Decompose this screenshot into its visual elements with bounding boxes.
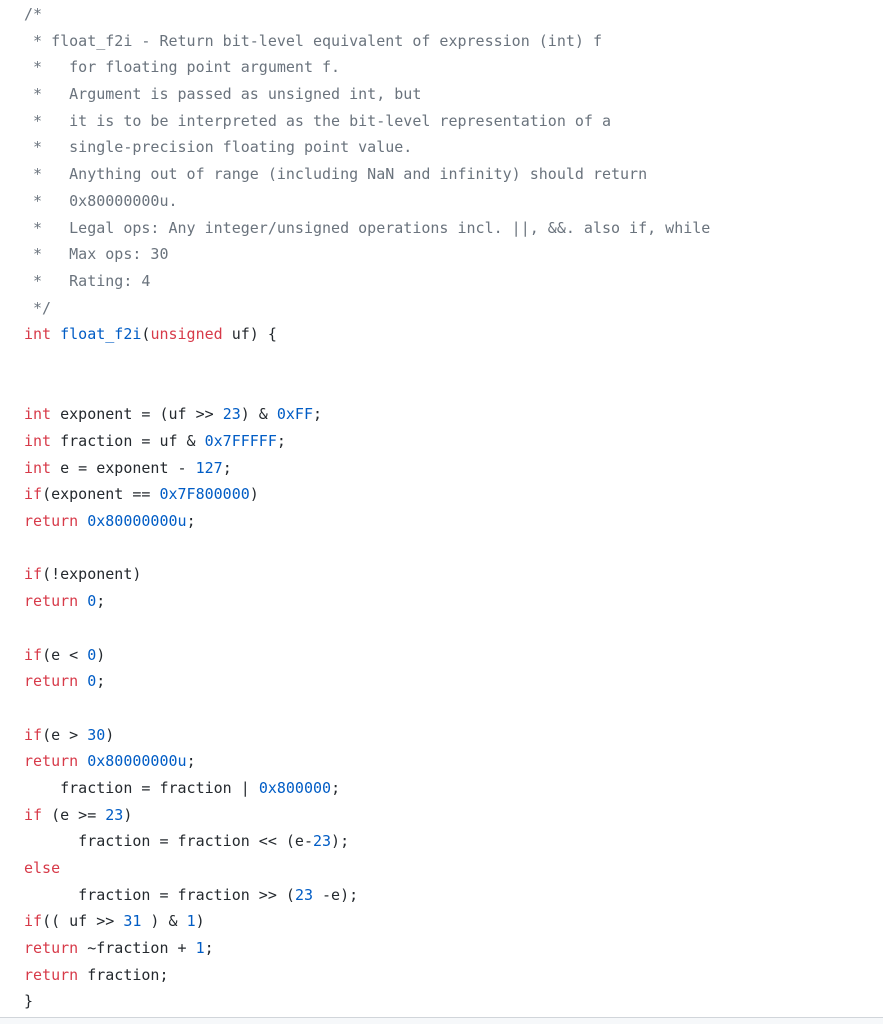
keyword-token: if xyxy=(24,725,43,744)
code-line xyxy=(24,935,879,962)
code-line xyxy=(24,401,879,428)
code-line xyxy=(24,802,879,829)
code-line xyxy=(24,321,879,348)
code-line xyxy=(24,241,879,268)
code-token: uf) { xyxy=(222,325,277,344)
code-line xyxy=(24,882,879,909)
code-line xyxy=(24,54,879,81)
code-line xyxy=(24,134,879,161)
number-token: 30 xyxy=(87,725,106,744)
code-token: fraction = fraction << (e- xyxy=(24,832,313,851)
code-token: exponent = (uf >> xyxy=(51,405,223,424)
code-token xyxy=(78,752,87,770)
number-token: 1 xyxy=(195,939,205,958)
comment-token: * float_f2i - Return bit-level equivalent of expression (int) f xyxy=(24,31,602,50)
code-block xyxy=(24,1,879,1015)
code-token: ) xyxy=(105,725,115,744)
code-line xyxy=(24,28,879,55)
code-token: ; xyxy=(186,512,196,531)
number-token: 23 xyxy=(222,405,241,424)
code-line xyxy=(24,908,879,935)
code-token: fraction = fraction >> ( xyxy=(24,885,295,904)
code-line xyxy=(24,828,879,855)
code-token: ~fraction + xyxy=(78,939,196,958)
keyword-token: int xyxy=(24,458,52,477)
number-token: 23 xyxy=(105,805,124,824)
code-token: } xyxy=(24,992,34,1011)
code-line xyxy=(24,481,879,508)
keyword-token: else xyxy=(24,859,61,877)
code-line xyxy=(24,642,879,669)
code-token: ) & xyxy=(141,912,187,931)
code-token xyxy=(78,512,87,530)
number-token: 0x800000 xyxy=(258,778,332,797)
code-token: ) xyxy=(123,805,133,824)
keyword-token: unsigned xyxy=(150,325,223,344)
code-line xyxy=(24,295,879,322)
number-token: 1 xyxy=(186,912,196,931)
code-token: ; xyxy=(186,752,196,771)
number-token: 23 xyxy=(294,885,313,904)
number-token: 0x80000000u xyxy=(87,752,187,771)
keyword-token: return xyxy=(24,752,79,771)
comment-token: * Legal ops: Any integer/unsigned operations incl. ||, &&. also if, while xyxy=(24,218,711,237)
number-token: 0x7FFFFF xyxy=(204,432,277,450)
keyword-token: return xyxy=(24,965,79,984)
keyword-token: return xyxy=(24,512,79,531)
code-token: (( uf >> xyxy=(42,912,124,931)
code-line xyxy=(24,428,879,455)
code-line xyxy=(24,215,879,242)
code-token: fraction = uf & xyxy=(51,432,205,450)
code-token: fraction = fraction | xyxy=(24,778,259,797)
code-token: ; xyxy=(331,778,341,797)
code-token: ) & xyxy=(240,405,277,424)
code-line xyxy=(24,81,879,108)
code-token xyxy=(78,672,87,690)
code-token: ); xyxy=(331,832,350,851)
code-token: ; xyxy=(96,592,106,611)
code-token: (!exponent) xyxy=(42,565,142,584)
code-token xyxy=(51,325,60,343)
keyword-token: int xyxy=(24,325,52,344)
code-token: -e); xyxy=(313,885,359,904)
code-line xyxy=(24,375,879,402)
number-token: 127 xyxy=(195,458,223,477)
code-token: ; xyxy=(313,405,323,424)
code-line xyxy=(24,748,879,775)
function-name-token: float_f2i xyxy=(60,325,142,344)
comment-token: /* xyxy=(24,5,43,23)
code-token: e = exponent - xyxy=(51,458,196,477)
code-token: ; xyxy=(204,939,214,958)
code-token: ; xyxy=(276,432,286,450)
code-line xyxy=(24,188,879,215)
number-token: 0x80000000u xyxy=(87,512,187,531)
code-line xyxy=(24,561,879,588)
number-token: 23 xyxy=(312,832,332,851)
keyword-token: if xyxy=(24,912,43,931)
number-token: 0 xyxy=(87,592,97,611)
keyword-token: return xyxy=(24,592,79,611)
code-token: ; xyxy=(222,458,232,477)
code-line xyxy=(24,775,879,802)
number-token: 0 xyxy=(87,645,97,664)
code-line xyxy=(24,668,879,695)
comment-token: * it is to be interpreted as the bit-level representation of a xyxy=(24,111,611,130)
code-token: ; xyxy=(96,672,106,691)
code-line xyxy=(24,455,879,482)
keyword-token: if xyxy=(24,805,43,824)
code-line xyxy=(24,348,879,375)
code-token: ) xyxy=(195,912,205,931)
code-line xyxy=(24,615,879,642)
code-token xyxy=(78,592,87,610)
comment-token: */ xyxy=(24,298,52,317)
code-token: ) xyxy=(249,485,259,504)
code-token: (e > xyxy=(42,725,88,744)
code-line xyxy=(24,988,879,1015)
code-line xyxy=(24,508,879,535)
comment-token: * Rating: 4 xyxy=(24,271,151,290)
code-line xyxy=(24,855,879,882)
number-token: 0 xyxy=(87,672,97,691)
code-token: fraction; xyxy=(78,965,169,984)
code-token: (e < xyxy=(42,645,88,664)
keyword-token: if xyxy=(24,485,43,504)
keyword-token: if xyxy=(24,565,43,584)
number-token: 0x7F800000 xyxy=(159,485,250,504)
code-line xyxy=(24,695,879,722)
comment-token: * single-precision floating point value. xyxy=(24,138,413,157)
code-token: (exponent == xyxy=(42,485,160,504)
code-line xyxy=(24,268,879,295)
keyword-token: return xyxy=(24,672,79,691)
code-token: (e >= xyxy=(42,805,106,824)
comment-token: * Max ops: 30 xyxy=(24,245,169,264)
keyword-token: if xyxy=(24,645,43,664)
code-line xyxy=(24,161,879,188)
code-line xyxy=(24,962,879,989)
code-line xyxy=(24,588,879,615)
keyword-token: return xyxy=(24,939,79,958)
number-token: 0xFF xyxy=(276,405,313,424)
comment-token: * 0x80000000u. xyxy=(24,191,178,210)
code-line xyxy=(24,722,879,749)
code-token: ( xyxy=(141,325,151,344)
scrollbar-track[interactable] xyxy=(0,1018,883,1024)
comment-token: * Anything out of range (including NaN and infinity) should return xyxy=(24,165,648,184)
comment-token: * Argument is passed as unsigned int, but xyxy=(24,85,422,104)
number-token: 31 xyxy=(123,912,142,931)
keyword-token: int xyxy=(24,432,52,450)
code-line xyxy=(24,1,879,28)
keyword-token: int xyxy=(24,405,52,424)
code-token: ) xyxy=(96,645,106,664)
code-line xyxy=(24,535,879,562)
code-line xyxy=(24,108,879,135)
comment-token: * for floating point argument f. xyxy=(24,58,341,77)
